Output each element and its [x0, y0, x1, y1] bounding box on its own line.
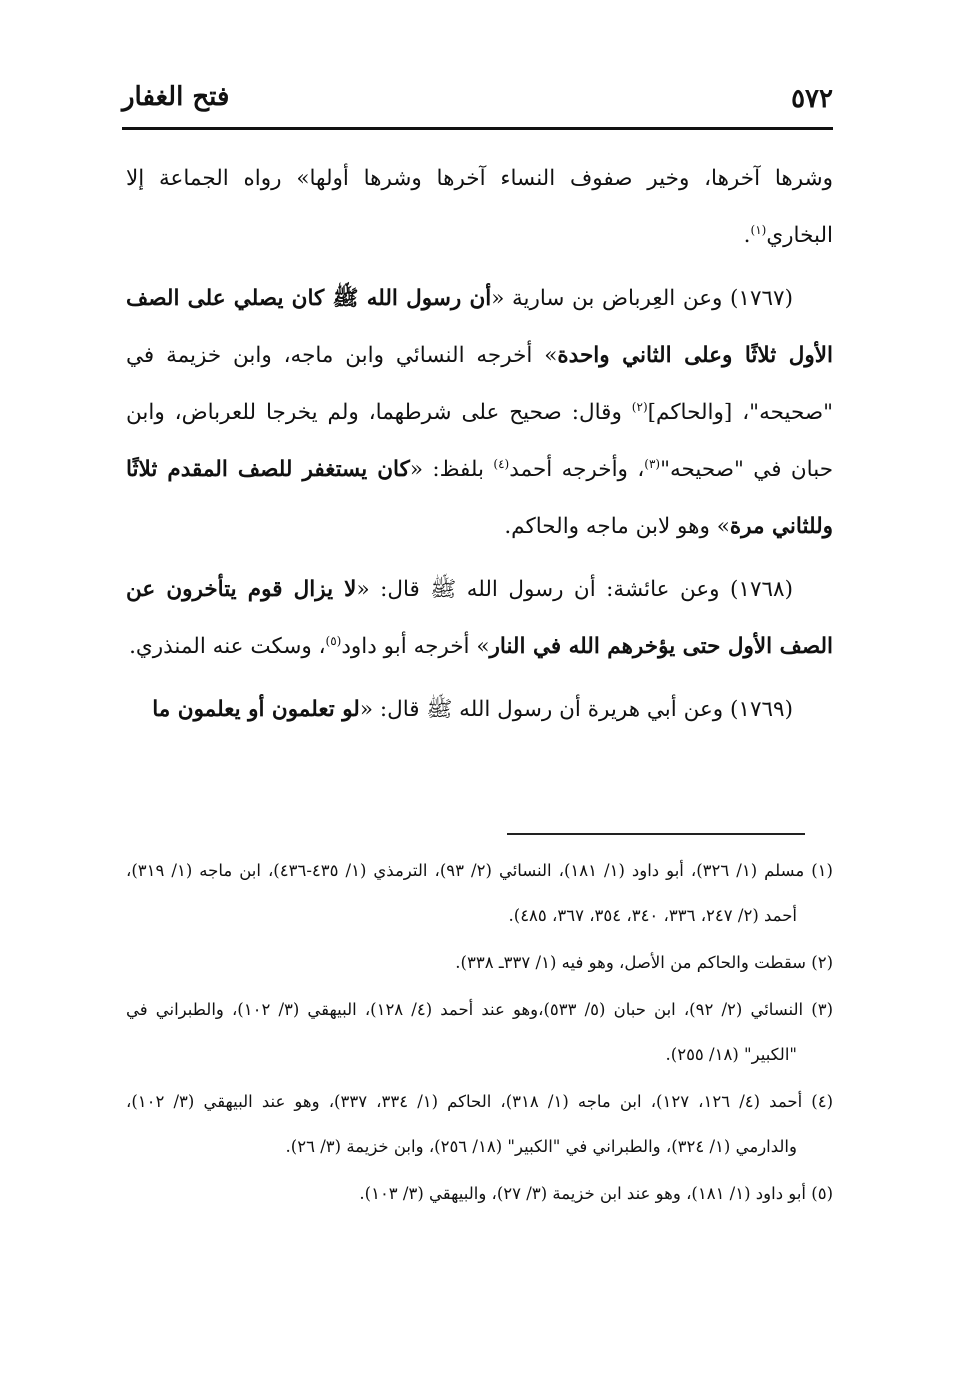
footnote-1: (١) مسلم (١/ ٣٢٦)، أبو داود (١/ ١٨١)، النسائي (٢/ ٩٣)، الترمذي (١/ ٤٣٥-٤٣٦)، ابن ماجه (١/ ٣١٩)، أحمد (٢/ ٢٤٧، ٣٣٦، ٣٤٠، ٣٥٤، ٣٦٧، ٤٨٥).: [126, 861, 833, 925]
footnote-2: (٢) سقطت والحاكم من الأصل، وهو فيه (١/ ٣٣٧ـ ٣٣٨).: [455, 953, 833, 972]
hadith-text: لا يزال قوم يتأخرون عن الصف الأول حتى يؤخرهم الله في النار: [126, 577, 833, 659]
footnote-separator: [507, 833, 805, 835]
footnote-3: (٣) النسائي (٢/ ٩٢)، ابن حبان (٥/ ٥٣٣)،وهو عند أحمد (٤/ ١٢٨)، البيهقي (٣/ ١٠٢)، والطبراني في "الكبير" (١٨/ ٢٥٥).: [126, 1000, 833, 1064]
hadith-text: كان يستغفر للصف المقدم ثلاثًا وللثاني مرة: [126, 457, 833, 539]
footnote-ref[interactable]: (٣): [644, 456, 661, 471]
page-number: ٥٧٢: [791, 84, 833, 114]
hadith-text: أن رسول الله ﷺ كان يصلي على الصف الأول ثلاثًا وعلى الثاني واحدة: [126, 286, 833, 368]
header-rule: [122, 127, 833, 130]
hadith-1767: (١٧٦٧) وعن العِرباض بن سارية «أن رسول الله ﷺ كان يصلي على الصف الأول ثلاثًا وعلى الثاني واحدة» أخرجه النسائي وابن ماجه، وابن خزيمة في "صحيحه"، [والحاكم]$^{(٢)}$ وقال: صحيح على شرطهما، ولم يخرجا للعرباض، وابن حبان في "صحيحه"$^{(٣)}$، وأخرجه أحمد$^{(٤)}$ بلفظ: «كان يستغفر للصف المقدم ثلاثًا وللثاني مرة» وهو لابن ماجه والحاكم.: [126, 286, 833, 539]
footnote-ref[interactable]: (٥): [325, 633, 342, 648]
hadith-text: لو تعلمون أو يعلمون ما: [152, 697, 360, 722]
page-header: [122, 82, 833, 122]
footnote-ref[interactable]: (٤): [493, 456, 510, 471]
paragraph-continuation: وشرها آخرها، وخير صفوف النساء آخرها وشرها أولها» رواه الجماعة إلا البخاري$^{(١)}$.: [126, 166, 833, 248]
hadith-1768: (١٧٦٨) وعن عائشة: أن رسول الله ﷺ قال: «لا يزال قوم يتأخرون عن الصف الأول حتى يؤخرهم الله في النار» أخرجه أبو داود$^{(٥)}$، وسكت عنه المنذري.: [126, 577, 833, 659]
footnote-ref[interactable]: (٢): [631, 399, 648, 414]
main-text: [126, 150, 833, 744]
footnote-4: (٤) أحمد (٤/ ١٢٦، ١٢٧)، ابن ماجه (١/ ٣١٨)، الحاكم (١/ ٣٣٤، ٣٣٧)، وهو عند البيهقي (٣/ ١٠٢)، والدارمي (١/ ٣٢٤)، والطبراني في "الكبير" (١٨/ ٢٥٦)، وابن خزيمة (٣/ ٢٦).: [126, 1092, 834, 1156]
running-title: فتح الغفار: [122, 82, 230, 112]
footnotes: [126, 848, 833, 1218]
hadith-1769: (١٧٦٩) وعن أبي هريرة أن رسول الله ﷺ قال: «لو تعلمون أو يعلمون ما: [152, 697, 793, 722]
footnote-ref[interactable]: (١): [750, 222, 767, 237]
footnote-5: (٥) أبو داود (١/ ١٨١)، وهو عند ابن خزيمة (٣/ ٢٧)، والبيهقي (٣/ ١٠٣).: [359, 1184, 833, 1203]
